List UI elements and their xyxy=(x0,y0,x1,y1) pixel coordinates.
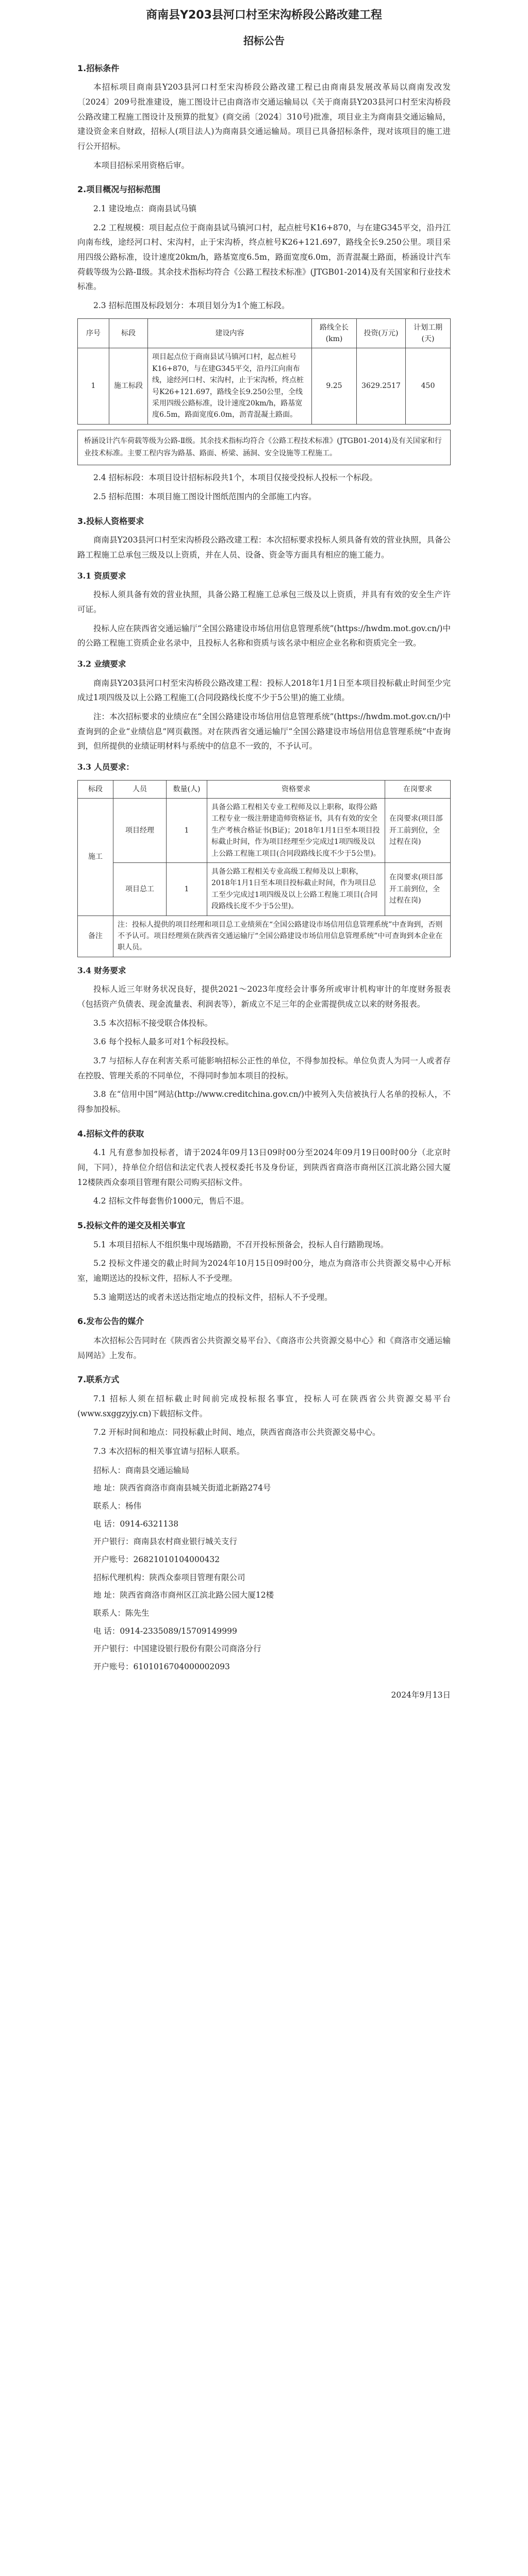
contact-line: 开户账号：26821010104000432 xyxy=(93,1554,220,1564)
paragraph: 5.2 投标文件递交的截止时间为2024年10月15日09时00分，地点为商洛市公共资源交易中心开标室，逾期送达的投标文件，招标人不予受理。 xyxy=(77,1259,451,1283)
contact-block xyxy=(77,1463,451,1674)
paragraph: 7.2 开标时间和地点：同投标截止时间、地点，陕西省商洛市公共资源交易中心。 xyxy=(93,1428,381,1437)
table-header-row xyxy=(78,318,451,348)
publish-date: 2024年9月13日 xyxy=(391,1690,451,1700)
paragraph: 4.2 招标文件每套售价1000元，售后不退。 xyxy=(93,1196,249,1206)
paragraph: 2.5 招标范围：本项目施工图设计图纸范围内的全部施工内容。 xyxy=(93,492,317,501)
table-cell: 施工标段 xyxy=(109,348,148,424)
section-heading-6: 6.发布公告的媒介 xyxy=(77,1316,144,1327)
section-heading-2: 2.项目概况与招标范围 xyxy=(77,184,161,195)
table-header-cell: 数量(人) xyxy=(167,780,207,798)
section-table xyxy=(77,318,451,425)
table-header-cell: 人员 xyxy=(113,780,167,798)
table-cell: 具备公路工程相关专业高级工程师及以上职称，2018年1月1日至本项目投标截止时间，作为项目总工至少完成过1项四级及以上公路工程施工项目(合同段路线长度不少于5公里)。 xyxy=(207,863,385,916)
contact-line: 招标代理机构：陕西众泰项目管理有限公司 xyxy=(93,1572,245,1582)
table-cell: 项目起点位于商南县试马镇河口村，起点桩号K16+870，与在建G345平交，沿丹江向南布线，途经河口村、宋沟村，止于宋沟桥，终点桩号K26+121.697，路线全长9.250公里，全线采用四级公路标准，设计速度20km/h，路基宽度6.5m，路面宽度6.0m，沥青混凝土路面。 xyxy=(148,348,312,424)
paragraph: 投标人应在陕西省交通运输厅“全国公路建设市场信用信息管理系统”(https://hwdm.mot.gov.cn/)中的公路工程施工资质企业名录中，且投标人名称和资质与该名录中相应企业名称和资质完全一致。 xyxy=(77,623,451,648)
table-cell: 450 xyxy=(406,348,451,424)
paragraph: 投标人须具备有效的营业执照，具备公路工程施工总承包三级及以上资质，并具有有效的安全生产许可证。 xyxy=(77,590,451,614)
section-heading-1: 1.招标条件 xyxy=(77,63,120,73)
table-row xyxy=(78,799,451,863)
table-header-cell: 标段 xyxy=(109,318,148,348)
contact-line: 电 话：0914-6321138 xyxy=(93,1519,179,1529)
paragraph: 3.7 与招标人存在利害关系可能影响招标公正性的单位，不得参加投标。单位负责人为同一人或者存在控股、管理关系的不同单位，不得同时参加本项目的投标。 xyxy=(77,1056,451,1080)
section-heading-4: 4.招标文件的获取 xyxy=(77,1128,144,1139)
table-cell: 9.25 xyxy=(312,348,357,424)
table-cell: 注：投标人提供的项目经理和项目总工业绩须在“全国公路建设市场信用信息管理系统”中查询到，否则不予认可。项目经理须在陕西省交通运输厅“全国公路建设市场信用信息管理系统”中可查询到本企业在职人员。 xyxy=(113,916,451,957)
table-cell: 施工 xyxy=(78,799,113,916)
announcement-document xyxy=(77,0,451,1702)
paragraph: 5.3 逾期送达的或者未送达指定地点的投标文件，招标人不予受理。 xyxy=(93,1292,333,1302)
document-subtitle: 招标公告 xyxy=(243,34,285,47)
paragraph: 注：本次招标要求的业绩应在“全国公路建设市场信用信息管理系统”(https://hwdm.mot.gov.cn/)中查询到的企业“业绩信息”网页截图。对在陕西省交通运输厅“全国公路建设市场信用信息管理系统”中查询到，但所提供的业绩证明材料与系统中的信息不一致的，不予认可。 xyxy=(77,711,451,751)
contact-line: 开户银行：中国建设银行股份有限公司商洛分行 xyxy=(93,1644,261,1654)
table-header-row xyxy=(78,780,451,798)
paragraph: 2.2 工程规模：项目起点位于商南县试马镇河口村，起点桩号K16+870，与在建G345平交，沿丹江向南布线，途经河口村、宋沟村，止于宋沟桥，终点桩号K26+121.697，路线全长9.250公里。项目采用四级公路标准，设计速度20km/h，路基宽度6.5m，路面宽度6.0m，沥青混凝土路面，桥涵设计汽车荷载等级为公路-Ⅱ级。其余技术指标均符合《公路工程技术标准》(JTGB01-2014)及有关国家和行业技术标准。 xyxy=(77,223,451,292)
paragraph: 本次招标公告同时在《陕西省公共资源交易平台》、《商洛市公共资源交易中心》和《商洛市交通运输局网站》上发布。 xyxy=(77,1335,451,1360)
contact-line: 开户账号：6101016704000002093 xyxy=(93,1662,230,1671)
paragraph: 7.3 本次招标的相关事宜请与招标人联系。 xyxy=(93,1446,245,1456)
table-row xyxy=(78,916,451,957)
contact-line: 地 址：陕西省商洛市商州区江滨北路公园大厦12楼 xyxy=(93,1590,274,1600)
paragraph: 3.5 本次招标不接受联合体投标。 xyxy=(93,1018,213,1028)
table-header-cell: 资格要求 xyxy=(207,780,385,798)
table-cell: 项目总工 xyxy=(113,863,167,916)
table-cell: 具备公路工程相关专业工程师及以上职称，取得公路工程专业一级注册建造师资格证书，具有有效的安全生产考核合格证书(B证)；2018年1月1日至本项目投标截止时间，作为项目经理至少完成过1项四级及以上公路工程施工项目(合同段路线长度不少于5公里)。 xyxy=(207,799,385,863)
paragraph: 3.8 在“信用中国”网站(http://www.creditchina.gov.cn/)中被列入失信被执行人名单的投标人，不得参加投标。 xyxy=(77,1090,451,1114)
document-title: 商南县Y203县河口村至宋沟桥段公路改建工程 xyxy=(146,9,382,22)
contact-line: 联系人：杨伟 xyxy=(93,1501,142,1511)
paragraph: 本项目招标采用资格后审。 xyxy=(93,160,190,170)
table-row xyxy=(78,863,451,916)
paragraph: 投标人近三年财务状况良好，提供2021～2023年度经会计事务所或审计机构审计的年度财务报表（包括资产负债表、现金流量表、利润表等），新成立不足三年的企业需提供成立以来的财务报表。 xyxy=(77,985,451,1009)
section-heading-7: 7.联系方式 xyxy=(77,1375,120,1385)
table-header-cell: 序号 xyxy=(78,318,109,348)
table-header-cell: 标段 xyxy=(78,780,113,798)
subsection-heading: 3.2 业绩要求 xyxy=(77,658,126,669)
table-header-cell: 在岗要求 xyxy=(385,780,451,798)
table-cell: 1 xyxy=(167,863,207,916)
table-cell: 备注 xyxy=(78,916,113,957)
paragraph: 5.1 本项目招标人不组织集中现场踏勘，不召开投标预备会，投标人自行踏勘现场。 xyxy=(93,1240,389,1249)
personnel-table xyxy=(77,780,451,957)
paragraph: 2.4 招标标段：本项目设计招标标段共1个，本项目仅接受投标人投标一个标段。 xyxy=(93,473,377,483)
table-header-cell: 投资(万元) xyxy=(357,318,406,348)
table-header-cell: 路线全长(km) xyxy=(312,318,357,348)
table-cell: 1 xyxy=(78,348,109,424)
section-heading-5: 5.投标文件的递交及相关事宜 xyxy=(77,1221,186,1231)
contact-line: 招标人：商南县交通运输局 xyxy=(93,1465,190,1475)
section-heading-3: 3.投标人资格要求 xyxy=(77,516,144,526)
subsection-heading: 3.1 资质要求 xyxy=(77,570,126,581)
table-header-cell: 计划工期(天) xyxy=(406,318,451,348)
paragraph: 4.1 凡有意参加投标者，请于2024年09月13日09时00分至2024年09月19日00时00分（北京时间，下同），持单位介绍信和法定代表人授权委托书及身份证，到陕西省商洛市商州区江滨北路公园大厦12楼陕西众泰项目管理有限公司购买招标文件。 xyxy=(77,1148,451,1187)
table-row xyxy=(78,348,451,424)
table-cell: 项目经理 xyxy=(113,799,167,863)
paragraph: 商南县Y203县河口村至宋沟桥段公路改建工程：投标人2018年1月1日至本项目投标截止时间至少完成过1项四级及以上公路工程施工(合同段路线长度不少于5公里)的施工业绩。 xyxy=(77,678,451,703)
contact-line: 地 址：陕西省商洛市商南县城关街道北新路274号 xyxy=(93,1483,271,1493)
table-cell: 在岗要求(项目部开工前到位，全过程在岗) xyxy=(385,863,451,916)
paragraph: 商南县Y203县河口村至宋沟桥段公路改建工程：本次招标要求投标人须具备有效的营业执照，具备公路工程施工总承包三级及以上资质，并在人员、设备、资金等方面具有相应的施工能力。 xyxy=(77,535,451,560)
table-cell: 在岗要求(项目部开工前到位，全过程在岗) xyxy=(385,799,451,863)
table-header-cell: 建设内容 xyxy=(148,318,312,348)
table-cell: 3629.2517 xyxy=(357,348,406,424)
table-cell: 1 xyxy=(167,799,207,863)
paragraph: 2.3 招标范围及标段划分：本项目划分为1个施工标段。 xyxy=(93,300,290,310)
contact-line: 开户银行：商南县农村商业银行城关支行 xyxy=(93,1537,238,1547)
contact-line: 电 话：0914-2335089/15709149999 xyxy=(93,1626,237,1636)
subsection-heading: 3.4 财务要求 xyxy=(77,965,126,975)
contact-line: 联系人：陈先生 xyxy=(93,1608,150,1618)
paragraph: 2.1 建设地点：商南县试马镇 xyxy=(93,204,197,213)
paragraph: 本招标项目商南县Y203县河口村至宋沟桥段公路改建工程已由商南县发展改革局以商南发改发〔2024〕209号批准建设，施工图设计已由商洛市交通运输局以《关于商南县Y203县河口村至宋沟桥段公路改建工程施工图设计及预算的批复》(商交函〔2024〕310号)批准，项目业主为商南县交通运输局，建设资金来自财政，招标人(项目法人)为商南县交通运输局。项目已具备招标条件，现对该项目的施工进行公开招标。 xyxy=(77,82,451,151)
paragraph: 3.6 每个投标人最多可对1个标段投标。 xyxy=(93,1037,234,1047)
subsection-heading: 3.3 人员要求： xyxy=(77,762,134,772)
paragraph: 7.1 招标人须在招标截止时间前完成投标报名事宜，投标人可在陕西省公共资源交易平台(www.sxggzyjy.cn)下载招标文件。 xyxy=(77,1394,451,1418)
table-continuation: 桥涵设计汽车荷载等级为公路-Ⅱ级。其余技术指标均符合《公路工程技术标准》(JTGB01-2014)及有关国家和行业技术标准。主要工程内容为路基、路面、桥梁、涵洞、安全设施等工程施工。 xyxy=(77,430,451,466)
